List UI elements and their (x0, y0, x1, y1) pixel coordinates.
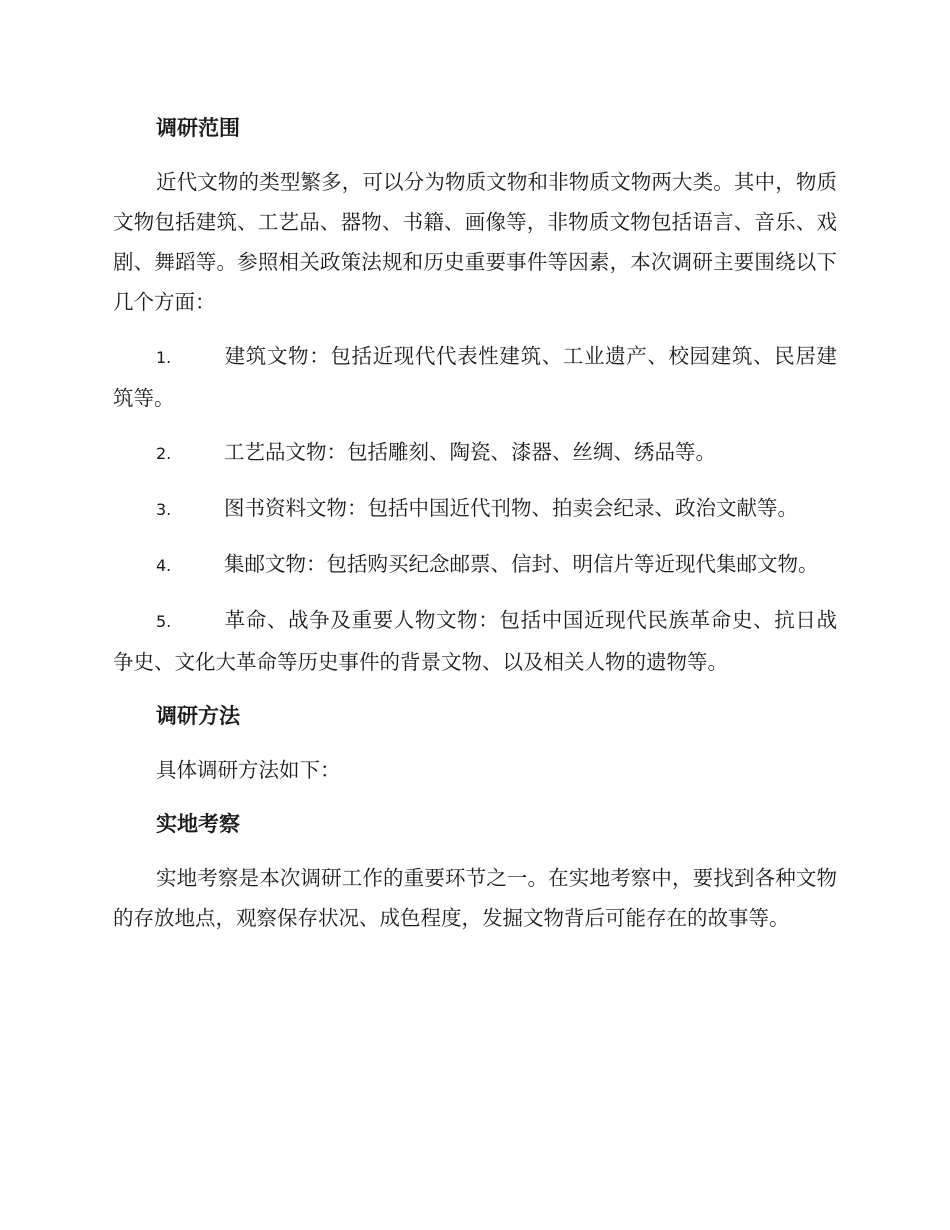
list-item (113, 600, 837, 682)
list-item-text: 工艺品文物：包括雕刻、陶瓷、漆器、丝绸、绣品等。 (224, 440, 716, 464)
scope-intro-paragraph: 近代文物的类型繁多，可以分为物质文物和非物质文物两大类。其中，物质文物包括建筑、工艺品、器物、书籍、画像等，非物质文物包括语言、音乐、戏剧、舞蹈等。参照相关政策法规和历史重要事件等因素，本次调研主要围绕以下几个方面： (113, 170, 837, 314)
list-item-number: 4. (156, 556, 172, 575)
list-item (113, 544, 837, 586)
list-item-text: 建筑文物：包括近现代代表性建筑、工业遗产、校园建筑、民居建筑等。 (113, 344, 837, 410)
list-item (113, 432, 837, 474)
fieldwork-paragraph: 实地考察是本次调研工作的重要环节之一。在实地考察中，要找到各种文物的存放地点，观察保存状况、成色程度，发掘文物背后可能存在的故事等。 (113, 866, 837, 930)
list-item-text: 图书资料文物：包括中国近代刊物、拍卖会纪录、政治文献等。 (224, 496, 798, 520)
list-item-text: 革命、战争及重要人物文物：包括中国近现代民族革命史、抗日战争史、文化大革命等历史事件的背景文物、以及相关人物的遗物等。 (113, 608, 837, 674)
list-item-number: 1. (156, 348, 172, 367)
list-item-number: 2. (156, 444, 172, 463)
section-heading-scope: 调研范围 (156, 115, 240, 140)
method-intro-paragraph: 具体调研方法如下： (156, 758, 341, 782)
list-item (113, 336, 837, 418)
document-body (113, 108, 837, 952)
list-item-number: 5. (156, 612, 172, 631)
list-item-number: 3. (156, 500, 172, 519)
list-item-text: 集邮文物：包括购买纪念邮票、信封、明信片等近现代集邮文物。 (224, 552, 819, 576)
section-heading-method: 调研方法 (156, 703, 240, 728)
list-item (113, 488, 837, 530)
section-heading-fieldwork: 实地考察 (156, 811, 240, 836)
